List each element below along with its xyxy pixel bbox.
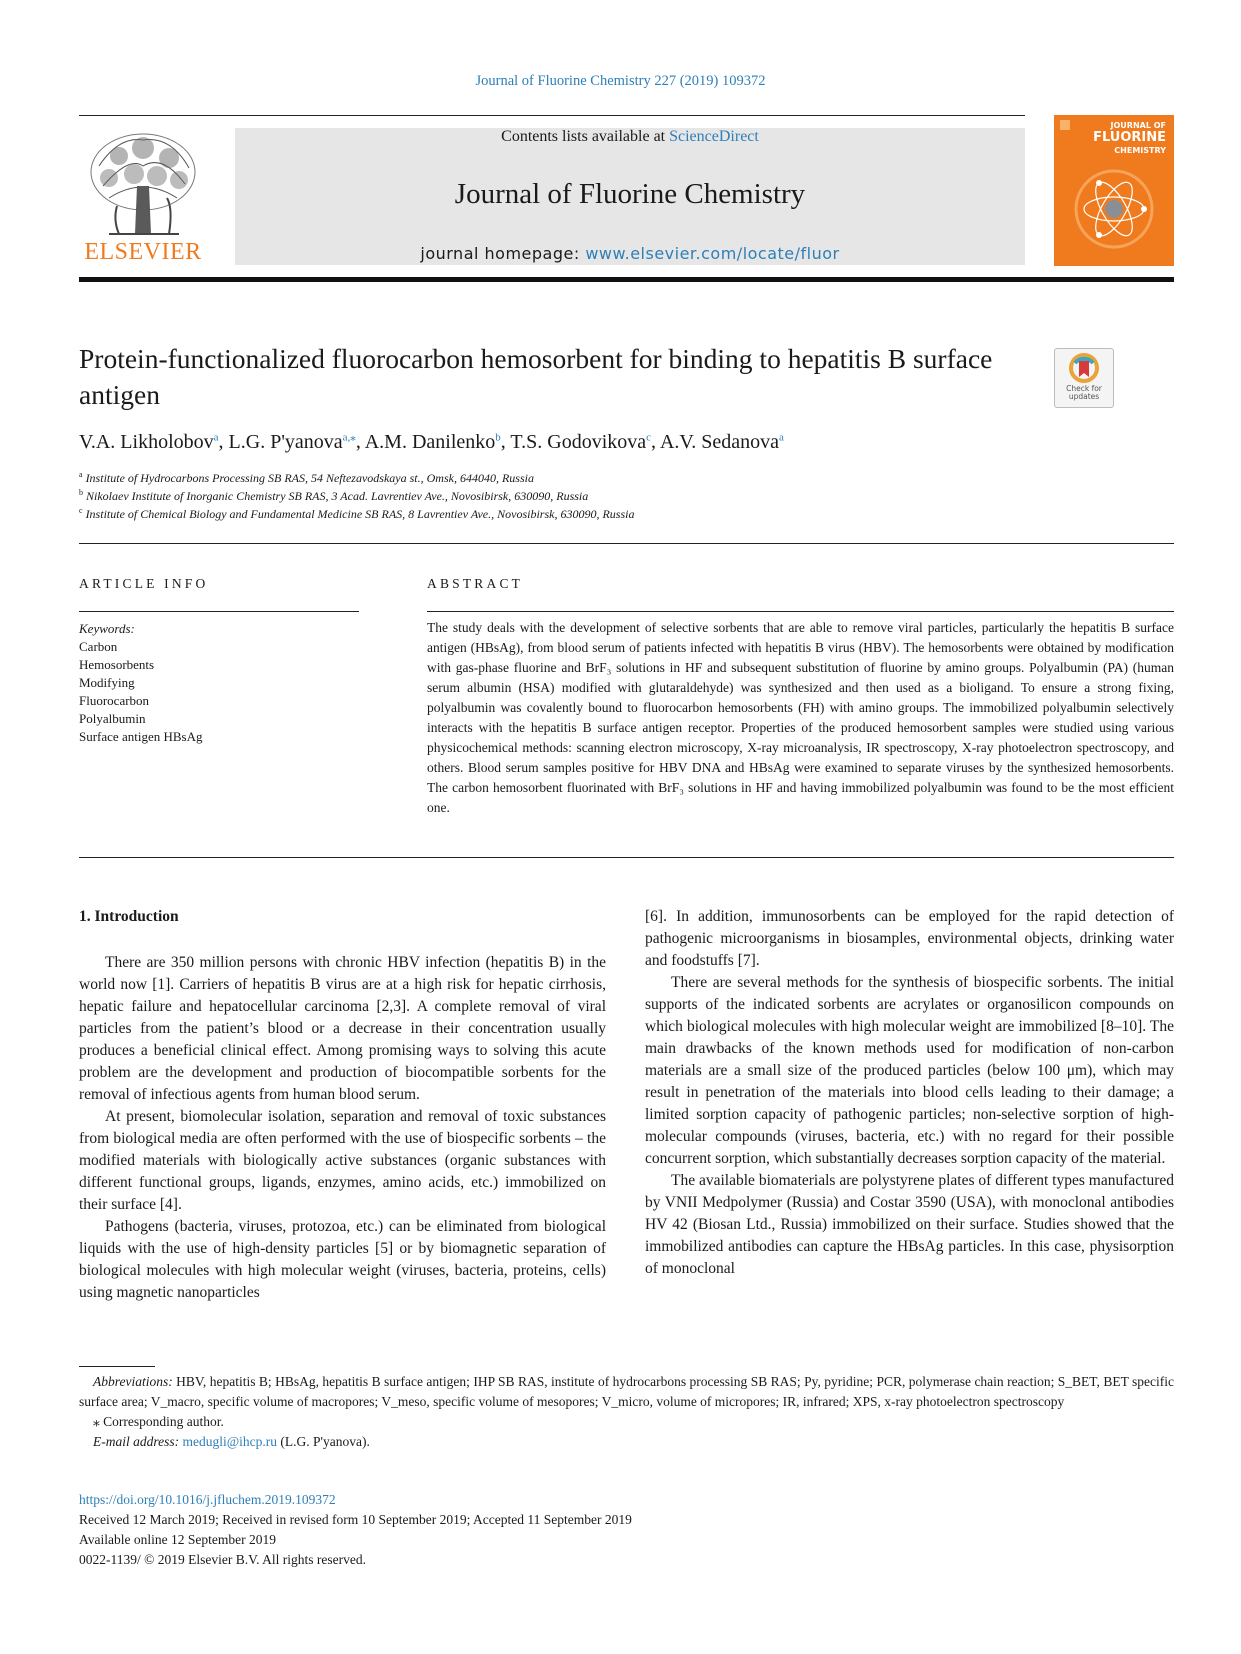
elsevier-logo[interactable] <box>79 126 207 268</box>
abstract-heading: ABSTRACT <box>427 576 524 591</box>
crossmark-icon <box>1069 353 1099 383</box>
author[interactable]: L.G. P'yanova$^{a,⁎}$ <box>228 430 356 453</box>
journal-reference[interactable]: Journal of Fluorine Chemistry 227 (2019) 109372 <box>475 73 766 89</box>
cover-title-line-3: CHEMISTRY <box>1114 146 1166 155</box>
cover-title-line-2: FLUORINE <box>1093 130 1166 145</box>
affiliation: $^a$ Institute of Hydrocarbons Processing SB RAS, 54 Neftezavodskaya st., Omsk, 644040, Russia <box>79 470 534 485</box>
paragraph: Pathogens (bacteria, viruses, protozoa, etc.) can be eliminated from biological liquids with the use of high-density particles [5] or by biomagnetic separation of biological molecules with high molecular weight (viruses, bacteria, proteins, cells) using magnetic nanoparticles <box>79 1218 606 1301</box>
cover-title <box>1054 120 1174 156</box>
email-link[interactable]: medugli@ihcp.ru <box>182 1434 278 1449</box>
copyright: 0022-1139/ © 2019 Elsevier B.V. All rights reserved. <box>79 1552 366 1567</box>
author[interactable]: V.A. Likholobov$^a$ <box>79 430 219 453</box>
body-column-left <box>79 906 606 1304</box>
paragraph: [6]. In addition, immunosorbents can be employed for the rapid detection of pathogenic microorganisms in biosamples, environmental objects, drinking water and foodstuffs [7]. <box>645 908 1174 969</box>
keywords-label: Keywords: <box>79 621 135 636</box>
author-list: V.A. Likholobov$^a$, L.G. P'yanova$^{a,⁎}$, A.M. Danilenko$^b$, T.S. Godovikova$^c$, A.V. Sedanova$^a$ <box>79 430 784 453</box>
section-rule <box>79 857 1174 858</box>
header-thick-rule <box>79 277 1174 282</box>
homepage-line <box>235 244 1025 263</box>
article-info-rule <box>79 611 359 612</box>
affiliation: $^c$ Institute of Chemical Biology and Fundamental Medicine SB RAS, 8 Lavrentiev Ave., Novosibirsk, 630090, Russia <box>79 506 635 521</box>
journal-cover[interactable] <box>1054 115 1174 266</box>
crossmark-line-2: updates <box>1068 392 1100 401</box>
doi-link[interactable]: https://doi.org/10.1016/j.jfluchem.2019.109372 <box>79 1492 336 1507</box>
keyword: Fluorocarbon <box>79 693 150 708</box>
keyword: Carbon <box>79 639 118 654</box>
section-rule <box>79 543 1174 544</box>
homepage-link[interactable]: www.elsevier.com/locate/fluor <box>585 244 840 263</box>
publisher-wordmark: ELSEVIER <box>84 239 202 265</box>
keyword: Modifying <box>79 675 135 690</box>
abstract-text: The study deals with the development of selective sorbents that are able to remove viral particles, particularly the hepatitis B surface antigen (HBsAg), from blood serum of patients infected with hepatitis B virus (HBV). The hemosorbents were obtained by modification with gas-phase fluorine and BrF₃ solutions in HF and subsequent substitution of fluorine by amino groups. Polyalbumin (PA) (human serum albumin (HSA) modified with glutaraldehyde) was synthesized and then used as a bioligand. To ensure a strong fixing, polyalbumin was covalently bound to fluorocarbon hemosorbents (FH) with amino groups. The immobilized polyalbumin selectively interacts with the hepatitis B surface antigen receptor. Properties of the produced hemosorbent samples were studied using various physicochemical methods: scanning electron microscopy, X-ray microanalysis, IR spectroscopy, X-ray photoelectron spectroscopy, and others. Blood serum samples positive for HBV DNA and HBsAg were examined to separate viruses by the synthesized hemosorbents. The carbon hemosorbent fluorinated with BrF₃ solutions in HF and having immobilized polyalbumin was found to be the most efficient one. <box>427 620 1174 815</box>
author[interactable]: A.V. Sedanova$^a$ <box>659 430 784 453</box>
received-dates: Received 12 March 2019; Received in revised form 10 September 2019; Accepted 11 September 2019 <box>79 1512 632 1527</box>
atom-icon <box>1072 167 1156 251</box>
keyword: Surface antigen HBsAg <box>79 729 203 744</box>
paragraph: There are 350 million persons with chronic HBV infection (hepatitis B) in the world now [1]. Carriers of hepatitis B virus are at a high risk for hepatic cirrhosis, hepatic failure and hepatocellular carcinoma [2,3]. A complete removal of viral particles from the patient’s blood or a decrease in their concentration usually produces a beneficial clinical effect. Among promising ways to solving this acute problem are the development and production of biocompatible sorbents for the removal of infectious agents from human blood serum. <box>79 954 606 1103</box>
paragraph: The available biomaterials are polystyrene plates of different types manufactured by VNII Medpolymer (Russia) and Costar 3590 (USA), with monoclonal antibodies HV 42 (Biosan Ltd., Russia) immobilized on their surface. Studies showed that the immobilized antibodies can capture the HBsAg particles. In this case, physisorption of monoclonal <box>645 1172 1174 1277</box>
check-for-updates-button[interactable] <box>1054 348 1114 408</box>
crossmark-label <box>1055 385 1113 401</box>
body-column-right <box>645 906 1174 1280</box>
article-title: Protein-functionalized fluorocarbon hemosorbent for binding to hepatitis B surface antigen <box>79 343 993 410</box>
contents-line <box>235 128 1025 146</box>
publication-info <box>79 1490 1174 1570</box>
footnotes <box>79 1372 1174 1452</box>
cover-title-line-1: JOURNAL OF <box>1110 121 1166 130</box>
crossmark-line-1: Check for <box>1066 384 1102 393</box>
keyword: Polyalbumin <box>79 711 146 726</box>
corresponding-author-note: ⁎ Corresponding author. <box>93 1414 224 1429</box>
introduction-heading: 1. Introduction <box>79 908 179 925</box>
author[interactable]: T.S. Godovikova$^c$ <box>510 430 652 453</box>
email-note: E-mail address: medugli@ihcp.ru (L.G. P'yanova). <box>93 1434 370 1449</box>
abbreviations-note: Abbreviations: HBV, hepatitis B; HBsAg, hepatitis B surface antigen; IHP SB RAS, institute of hydrocarbons processing SB RAS; Py, pyridine; PCR, polymerase chain reaction; S_BET, BET specific surface area; V_macro, specific volume of macropores; V_meso, specific volume of mesopores; V_micro, volume of micropores; IR, infrared; XPS, x-ray photoelectron spectroscopy <box>79 1374 1174 1409</box>
contents-prefix: Contents lists available at <box>501 128 670 145</box>
affiliation: $^b$ Nikolaev Institute of Inorganic Chemistry SB RAS, 3 Acad. Lavrentiev Ave., Novosibirsk, 630090, Russia <box>79 488 589 503</box>
header-rule <box>79 115 1025 116</box>
available-online: Available online 12 September 2019 <box>79 1532 276 1547</box>
paragraph: There are several methods for the synthesis of biospecific sorbents. The initial supports of the indicated sorbents are acrylates or organosilicon compounds on which biological molecules with high molecular weight are immobilized [8–10]. The main drawbacks of the known methods used for modification of non-carbon materials are a small size of the produced particles (below 100 μm), which may result in penetration of the materials into blood cells leading to their damage; a limited sorption capacity of pathogenic particles; non-selective sorption of high-molecular compounds (viruses, bacteria, etc.) with no regard for their possible concurrent sorption, which substantially decreases sorption capacity of the material. <box>645 974 1174 1167</box>
paragraph: At present, biomolecular isolation, separation and removal of toxic substances from biological media are often performed with the use of biospecific sorbents – the modified materials with biologically active substances (organic substances with different functional groups, ligands, enzymes, amino acids, etc.) immobilized on their surface [4]. <box>79 1108 606 1213</box>
article-info-heading: ARTICLE INFO <box>79 576 209 591</box>
journal-name: Journal of Fluorine Chemistry <box>454 178 806 210</box>
keywords-block <box>79 620 359 746</box>
abstract-rule <box>427 611 1174 612</box>
author[interactable]: A.M. Danilenko$^b$ <box>364 430 501 453</box>
footnote-rule <box>79 1366 155 1367</box>
homepage-prefix: journal homepage: <box>420 244 586 263</box>
keyword: Hemosorbents <box>79 657 155 672</box>
sciencedirect-link[interactable]: ScienceDirect <box>669 128 759 145</box>
